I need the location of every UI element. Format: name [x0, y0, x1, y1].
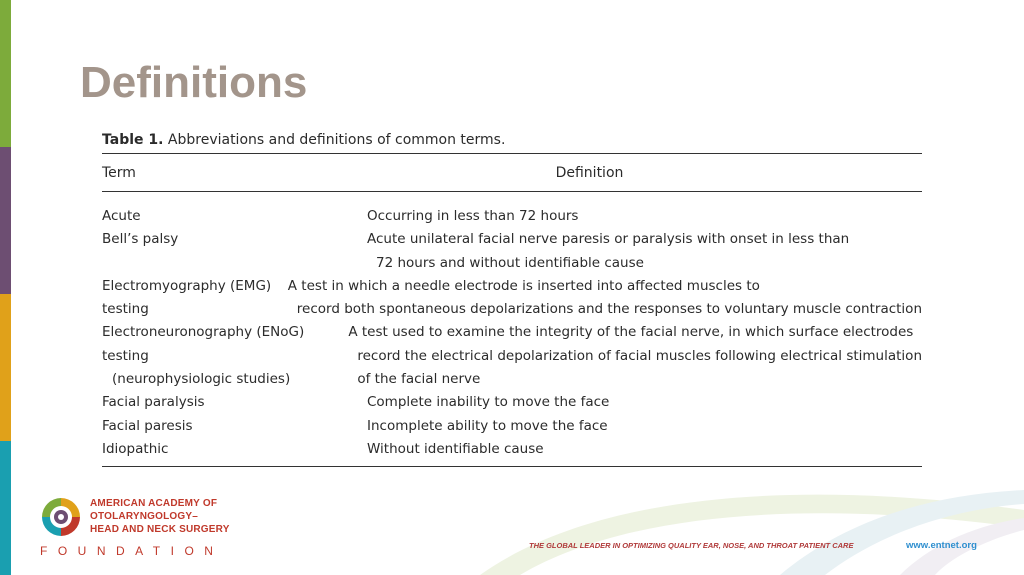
definition-text: A test used to examine the integrity of the facial nerve, in which surface electrodes — [348, 324, 914, 341]
accent-bar-green — [0, 0, 11, 147]
definitions-table — [102, 132, 922, 467]
table-row — [102, 415, 922, 438]
term-text: Facial paresis — [102, 417, 193, 434]
org-name-line-2: OTOLARYNGOLOGY– — [90, 511, 199, 522]
term-text: Electroneuronography (ENoG) testing — [102, 324, 305, 364]
definition-cell — [367, 205, 922, 228]
definition-text: Acute unilateral facial nerve paresis or paralysis with onset in less than — [367, 231, 850, 248]
term-text: Bell’s palsy — [102, 231, 179, 248]
table-row — [102, 205, 922, 228]
definition-text: Incomplete ability to move the face — [367, 417, 608, 434]
table-row — [102, 228, 922, 275]
definition-text-continued: record both spontaneous depolarizations and the responses to voluntary muscle contraction — [296, 301, 922, 318]
definition-text: Without identifiable cause — [367, 440, 544, 457]
org-name-line-1: AMERICAN ACADEMY OF — [90, 498, 218, 509]
table-rule-bottom — [102, 466, 922, 467]
definition-cell — [348, 321, 922, 391]
term-cell — [102, 321, 348, 391]
term-cell — [102, 391, 367, 414]
spiral-logo-icon — [40, 496, 82, 538]
term-text: Acute — [102, 208, 141, 224]
left-accent-bar — [0, 0, 11, 575]
term-cell — [102, 228, 367, 275]
term-cell — [102, 415, 367, 438]
accent-bar-teal — [0, 441, 11, 575]
accent-bar-orange — [0, 294, 11, 441]
table-header-row — [102, 154, 922, 191]
term-cell — [102, 205, 367, 228]
definition-text-continued: record the electrical depolarization of facial muscles following electrical stimulation — [357, 347, 922, 364]
foundation-wordmark: FOUNDATION — [40, 544, 224, 558]
column-header-term: Term — [102, 164, 136, 181]
definition-cell — [288, 275, 922, 322]
table-row — [102, 275, 922, 322]
definition-text: Occurring in less than 72 hours — [367, 208, 579, 224]
term-cell — [102, 438, 367, 461]
definition-text: A test in which a needle electrode is inserted into affected muscles to — [287, 277, 760, 294]
definition-cell — [367, 415, 922, 438]
footer-tagline: THE GLOBAL LEADER IN OPTIMIZING QUALITY EAR, NOSE, AND THROAT PATIENT CARE — [529, 541, 854, 550]
accent-bar-purple — [0, 147, 11, 294]
website-link[interactable]: www.entnet.org — [906, 540, 977, 551]
definition-text-continued: of the facial nerve — [357, 371, 481, 388]
term-cell — [102, 275, 288, 322]
term-text: Electromyography (EMG) testing — [102, 277, 272, 318]
table-row — [102, 438, 922, 461]
definition-cell — [367, 391, 922, 414]
table-row — [102, 391, 922, 414]
term-text: Idiopathic — [102, 440, 169, 457]
definition-cell — [367, 228, 922, 275]
table-row — [102, 321, 922, 391]
decorative-swoosh — [480, 470, 1024, 575]
slide-title: Definitions — [80, 58, 308, 107]
table-caption-label: Table 1. — [102, 132, 164, 148]
table-caption-text: Abbreviations and definitions of common terms. — [163, 132, 506, 148]
column-header-definition: Definition — [555, 164, 624, 181]
table-caption — [102, 132, 922, 148]
definition-text-continued: 72 hours and without identifiable cause — [376, 254, 644, 271]
definition-text: Complete inability to move the face — [367, 394, 610, 411]
term-text: Facial paralysis — [102, 394, 205, 411]
table-rule-header — [102, 191, 922, 192]
definition-cell — [367, 438, 922, 461]
org-name-line-3: HEAD AND NECK SURGERY — [90, 524, 230, 535]
term-text-continued: (neurophysiologic studies) — [112, 371, 291, 388]
